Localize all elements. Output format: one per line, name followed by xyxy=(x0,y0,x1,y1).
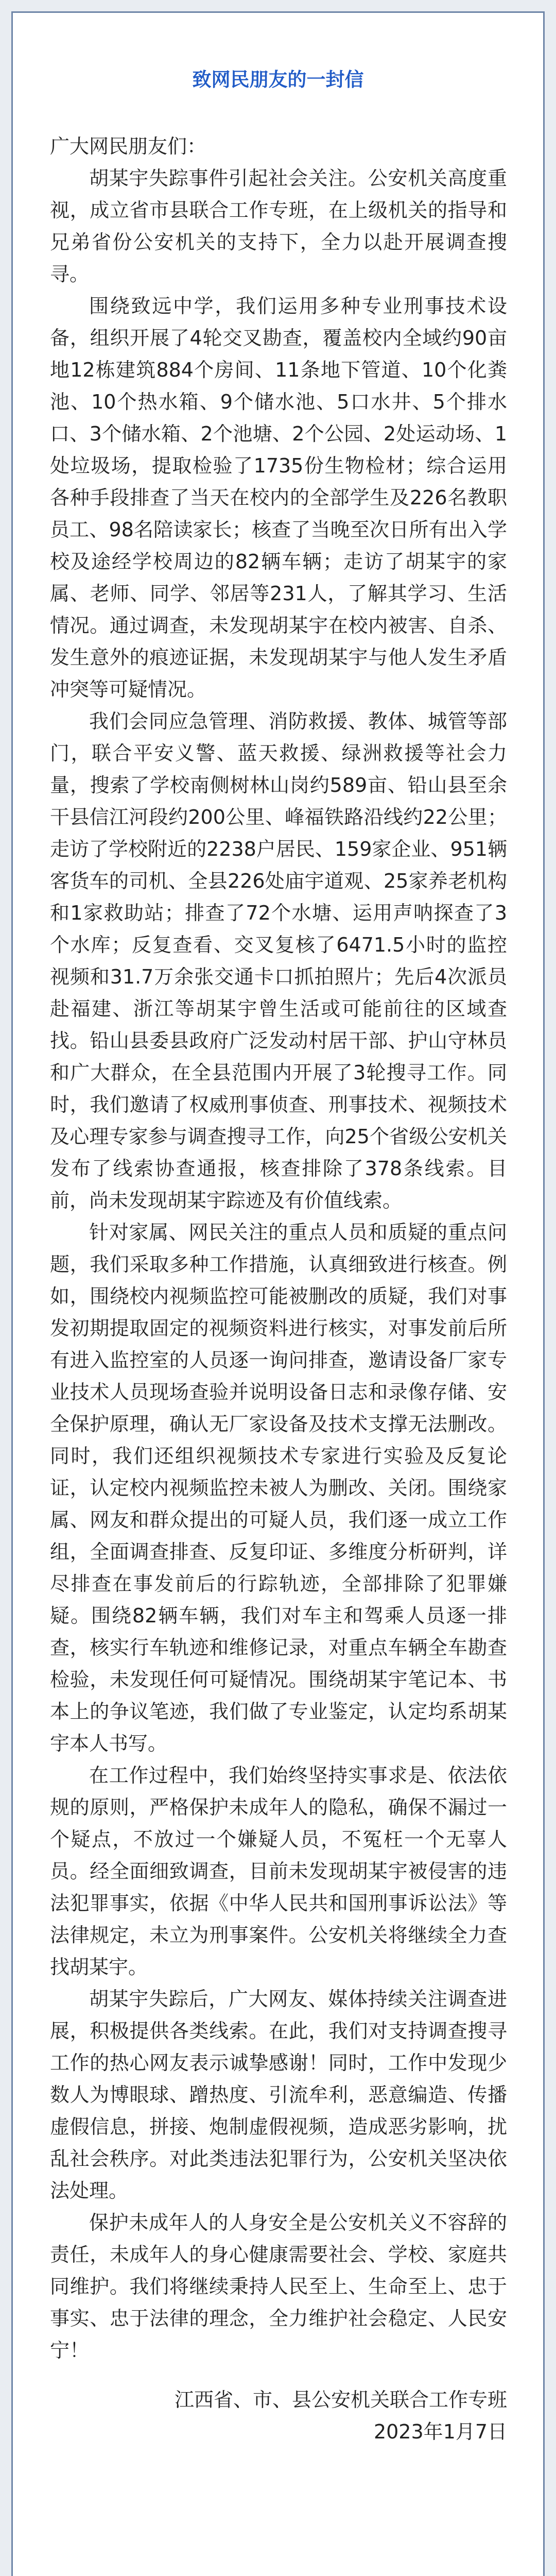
letter-card xyxy=(11,11,545,2576)
letter-title: 致网民朋友的一封信 xyxy=(192,69,364,91)
salutation: 广大网民朋友们： xyxy=(50,135,207,158)
signature: 江西省、市、县公安机关联合工作专班 xyxy=(174,2388,507,2411)
paragraph-6: 胡某宇失踪后，广大网友、媒体持续关注调查进展，积极提供各类线索。在此，我们对支持调查搜寻工作的热心网友表示诚挚感谢！同时，工作中发现少数人为博眼球、蹭热度、引流牟利，恶意编造、传播虚假信息，拼接、炮制虚假视频，造成恶劣影响，扰乱社会秩序。对此类违法犯罪行为，公安机关坚决依法处理。 xyxy=(50,1988,507,2202)
paragraph-2: 围绕致远中学，我们运用多种专业刑事技术设备，组织开展了4轮交叉勘查，覆盖校内全域约90亩地12栋建筑884个房间、11条地下管道、10个化粪池、10个热水箱、9个储水池、5口水井、5个排水口、3个储水箱、2个池塘、2个公园、2处运动场、1处垃圾场，提取检验了1735份生物检材；综合运用各种手段排查了当天在校内的全部学生及226名教职员工、98名陪读家长；核查了当晚至次日所有出入学校及途经学校周边的82辆车辆；走访了胡某宇的家属、老师、同学、邻居等231人，了解其学习、生活情况。通过调查，未发现胡某宇在校内被害、自杀、发生意外的痕迹证据，未发现胡某宇与他人发生矛盾冲突等可疑情况。 xyxy=(50,295,507,701)
paragraph-3: 我们会同应急管理、消防救援、教体、城管等部门，联合平安义警、蓝天救援、绿洲救援等社会力量，搜索了学校南侧树林山岗约589亩、铅山县至余干县信江河段约200公里、峰福铁路沿线约22公里；走访了学校附近的2238户居民、159家企业、951辆客货车的司机、全县226处庙宇道观、25家养老机构和1家救助站；排查了72个水塘、运用声呐探查了3个水库；反复查看、交叉复核了6471.5小时的监控视频和31.7万余张交通卡口抓拍照片；先后4次派员赴福建、浙江等胡某宇曾生活或可能前往的区域查找。铅山县委县政府广泛发动村居干部、护山守林员和广大群众，在全县范围内开展了3轮搜寻工作。同时，我们邀请了权威刑事侦查、刑事技术、视频技术及心理专家参与调查搜寻工作，向25个省级公安机关发布了线索协查通报，核查排除了378条线索。目前，尚未发现胡某宇踪迹及有价值线索。 xyxy=(50,710,507,1212)
paragraph-4: 针对家属、网民关注的重点人员和质疑的重点问题，我们采取多种工作措施，认真细致进行核查。例如，围绕校内视频监控可能被删改的质疑，我们对事发初期提取固定的视频资料进行核实，对事发前后所有进入监控室的人员逐一询问排查，邀请设备厂家专业技术人员现场查验并说明设备日志和录像存储、安全保护原理，确认无厂家设备及技术支撑无法删改。同时，我们还组织视频技术专家进行实验及反复论证，认定校内视频监控未被人为删改、关闭。围绕家属、网友和群众提出的可疑人员，我们逐一成立工作组，全面调查排查、反复印证、多维度分析研判，详尽排查在事发前后的行踪轨迹，全部排除了犯罪嫌疑。围绕82辆车辆，我们对车主和驾乘人员逐一排查，核实行车轨迹和维修记录，对重点车辆全车勘查检验，未发现任何可疑情况。围绕胡某宇笔记本、书本上的争议笔迹，我们做了专业鉴定，认定均系胡某宇本人书写。 xyxy=(50,1221,507,1755)
letter-date: 2023年1月7日 xyxy=(373,2420,507,2443)
paragraph-7: 保护未成年人的人身安全是公安机关义不容辞的责任，未成年人的身心健康需要社会、学校、家庭共同维护。我们将继续秉持人民至上、生命至上、忠于事实、忠于法律的理念，全力维护社会稳定、人民安宁！ xyxy=(50,2211,507,2362)
paragraph-5: 在工作过程中，我们始终坚持实事求是、依法依规的原则，严格保护未成年人的隐私，确保不漏过一个疑点，不放过一个嫌疑人员，不冤枉一个无辜人员。经全面细致调查，目前未发现胡某宇被侵害的违法犯罪事实，依据《中华人民共和国刑事诉讼法》等法律规定，未立为刑事案件。公安机关将继续全力查找胡某宇。 xyxy=(50,1764,507,1978)
paragraph-1: 胡某宇失踪事件引起社会关注。公安机关高度重视，成立省市县联合工作专班，在上级机关的指导和兄弟省份公安机关的支持下，全力以赴开展调查搜寻。 xyxy=(50,167,507,285)
letter-body xyxy=(50,130,507,2448)
